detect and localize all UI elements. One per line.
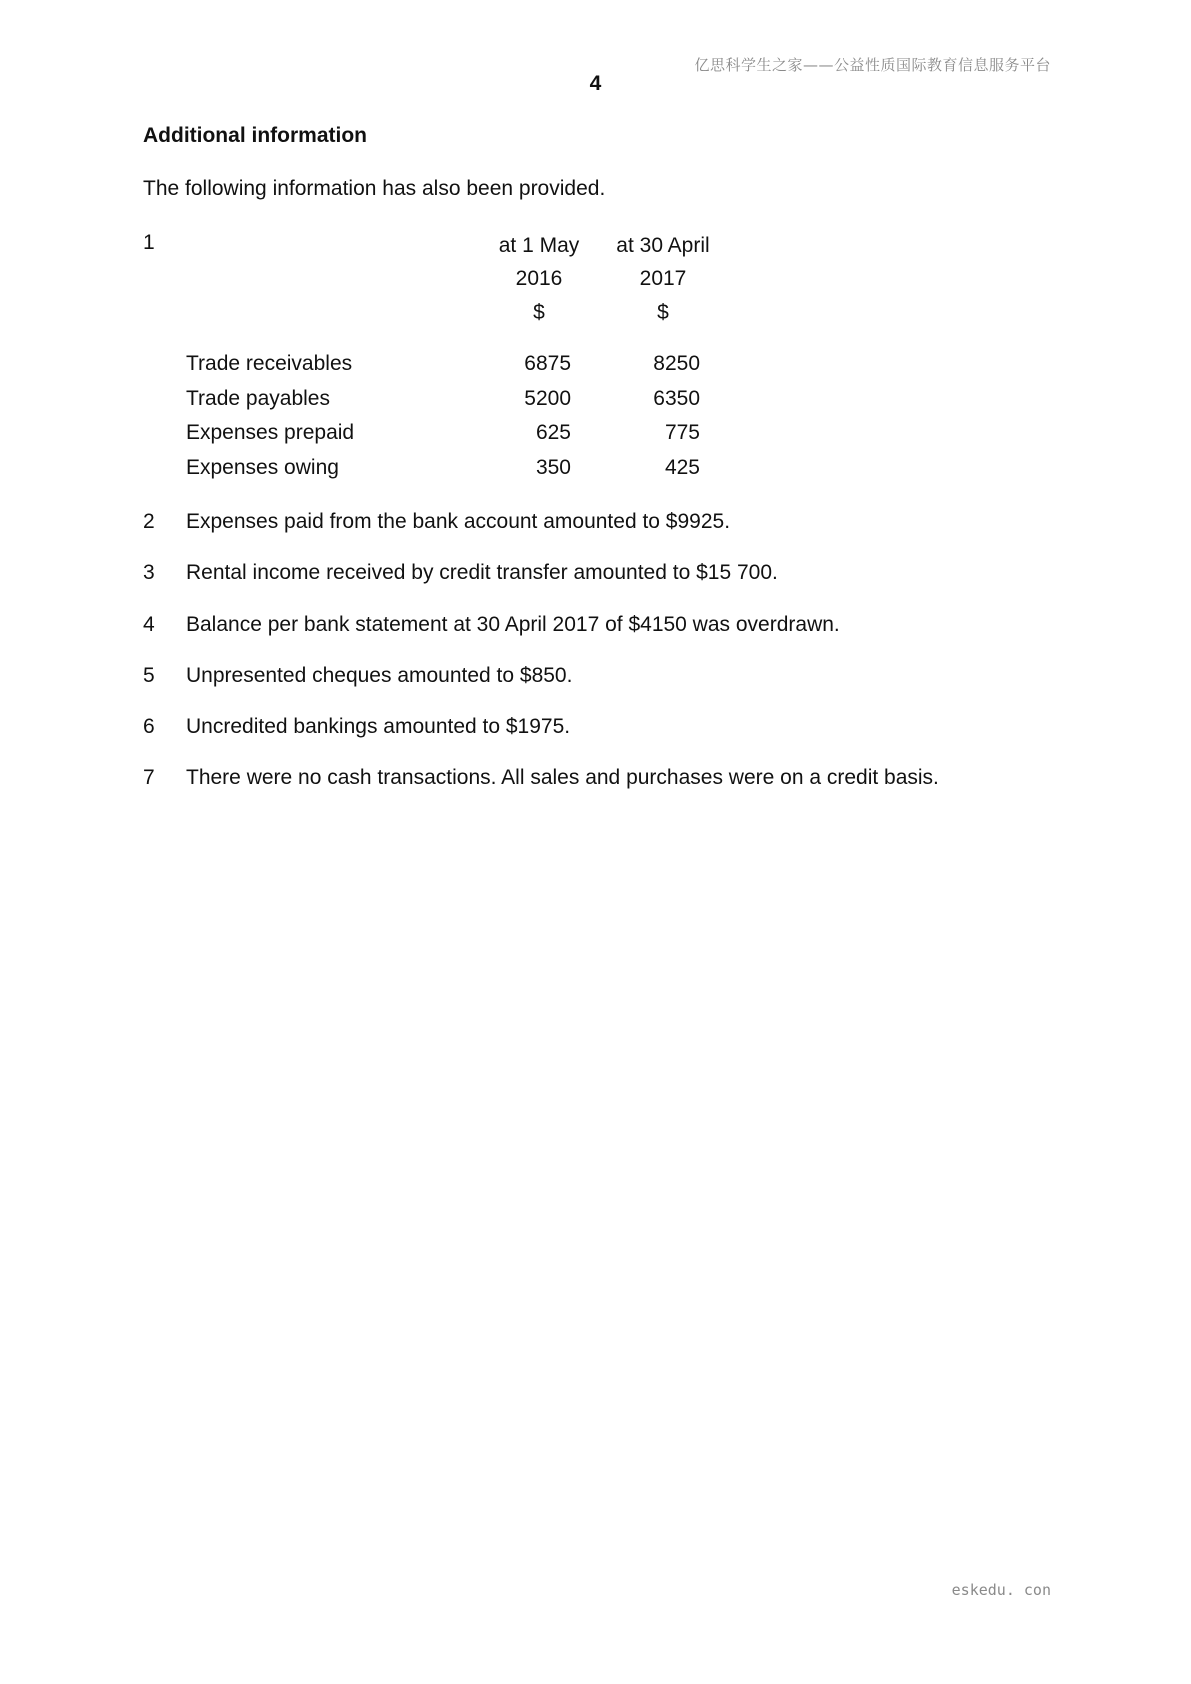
item-text: Expenses paid from the bank account amounted to $9925. — [186, 510, 731, 533]
column-header-start-line2: 2016 — [515, 267, 563, 290]
page-number: 4 — [589, 72, 602, 95]
item-text: Rental income received by credit transfer amounted to $15 700. — [186, 561, 778, 584]
column-header-end-unit: $ — [657, 301, 669, 324]
row-value-start: 6875 — [524, 352, 571, 375]
column-header-start-unit: $ — [533, 301, 545, 324]
row-label: Trade payables — [186, 387, 330, 410]
item-number: 7 — [143, 766, 155, 789]
header-watermark: 亿思科学生之家——公益性质国际教育信息服务平台 — [694, 56, 1051, 74]
item-number: 5 — [143, 664, 155, 687]
row-value-start: 625 — [535, 421, 571, 444]
row-value-end: 6350 — [653, 387, 700, 410]
item-text: Balance per bank statement at 30 April 2017 of $4150 was overdrawn. — [186, 613, 840, 636]
row-label: Trade receivables — [186, 352, 353, 375]
item-number: 3 — [143, 561, 155, 584]
item-text: Unpresented cheques amounted to $850. — [186, 664, 573, 687]
row-value-start: 5200 — [524, 387, 571, 410]
row-value-end: 775 — [664, 421, 700, 444]
row-value-end: 425 — [664, 456, 700, 479]
item-number: 2 — [143, 510, 155, 533]
column-header-start-line1: at 1 May — [498, 234, 580, 257]
row-label: Expenses prepaid — [186, 421, 355, 444]
footer-site-label: eskedu. con — [951, 1581, 1051, 1599]
item-number: 4 — [143, 613, 155, 636]
column-header-end-line2: 2017 — [639, 267, 687, 290]
intro-text: The following information has also been provided. — [143, 177, 606, 200]
item-number: 6 — [143, 715, 155, 738]
column-header-end-line1: at 30 April — [616, 234, 710, 257]
item-text: There were no cash transactions. All sales and purchases were on a credit basis. — [186, 766, 939, 789]
section-heading: Additional information — [143, 124, 367, 147]
row-label: Expenses owing — [186, 456, 339, 479]
item-text: Uncredited bankings amounted to $1975. — [186, 715, 571, 738]
row-value-start: 350 — [535, 456, 571, 479]
item-number: 1 — [143, 231, 155, 254]
row-value-end: 8250 — [653, 352, 700, 375]
